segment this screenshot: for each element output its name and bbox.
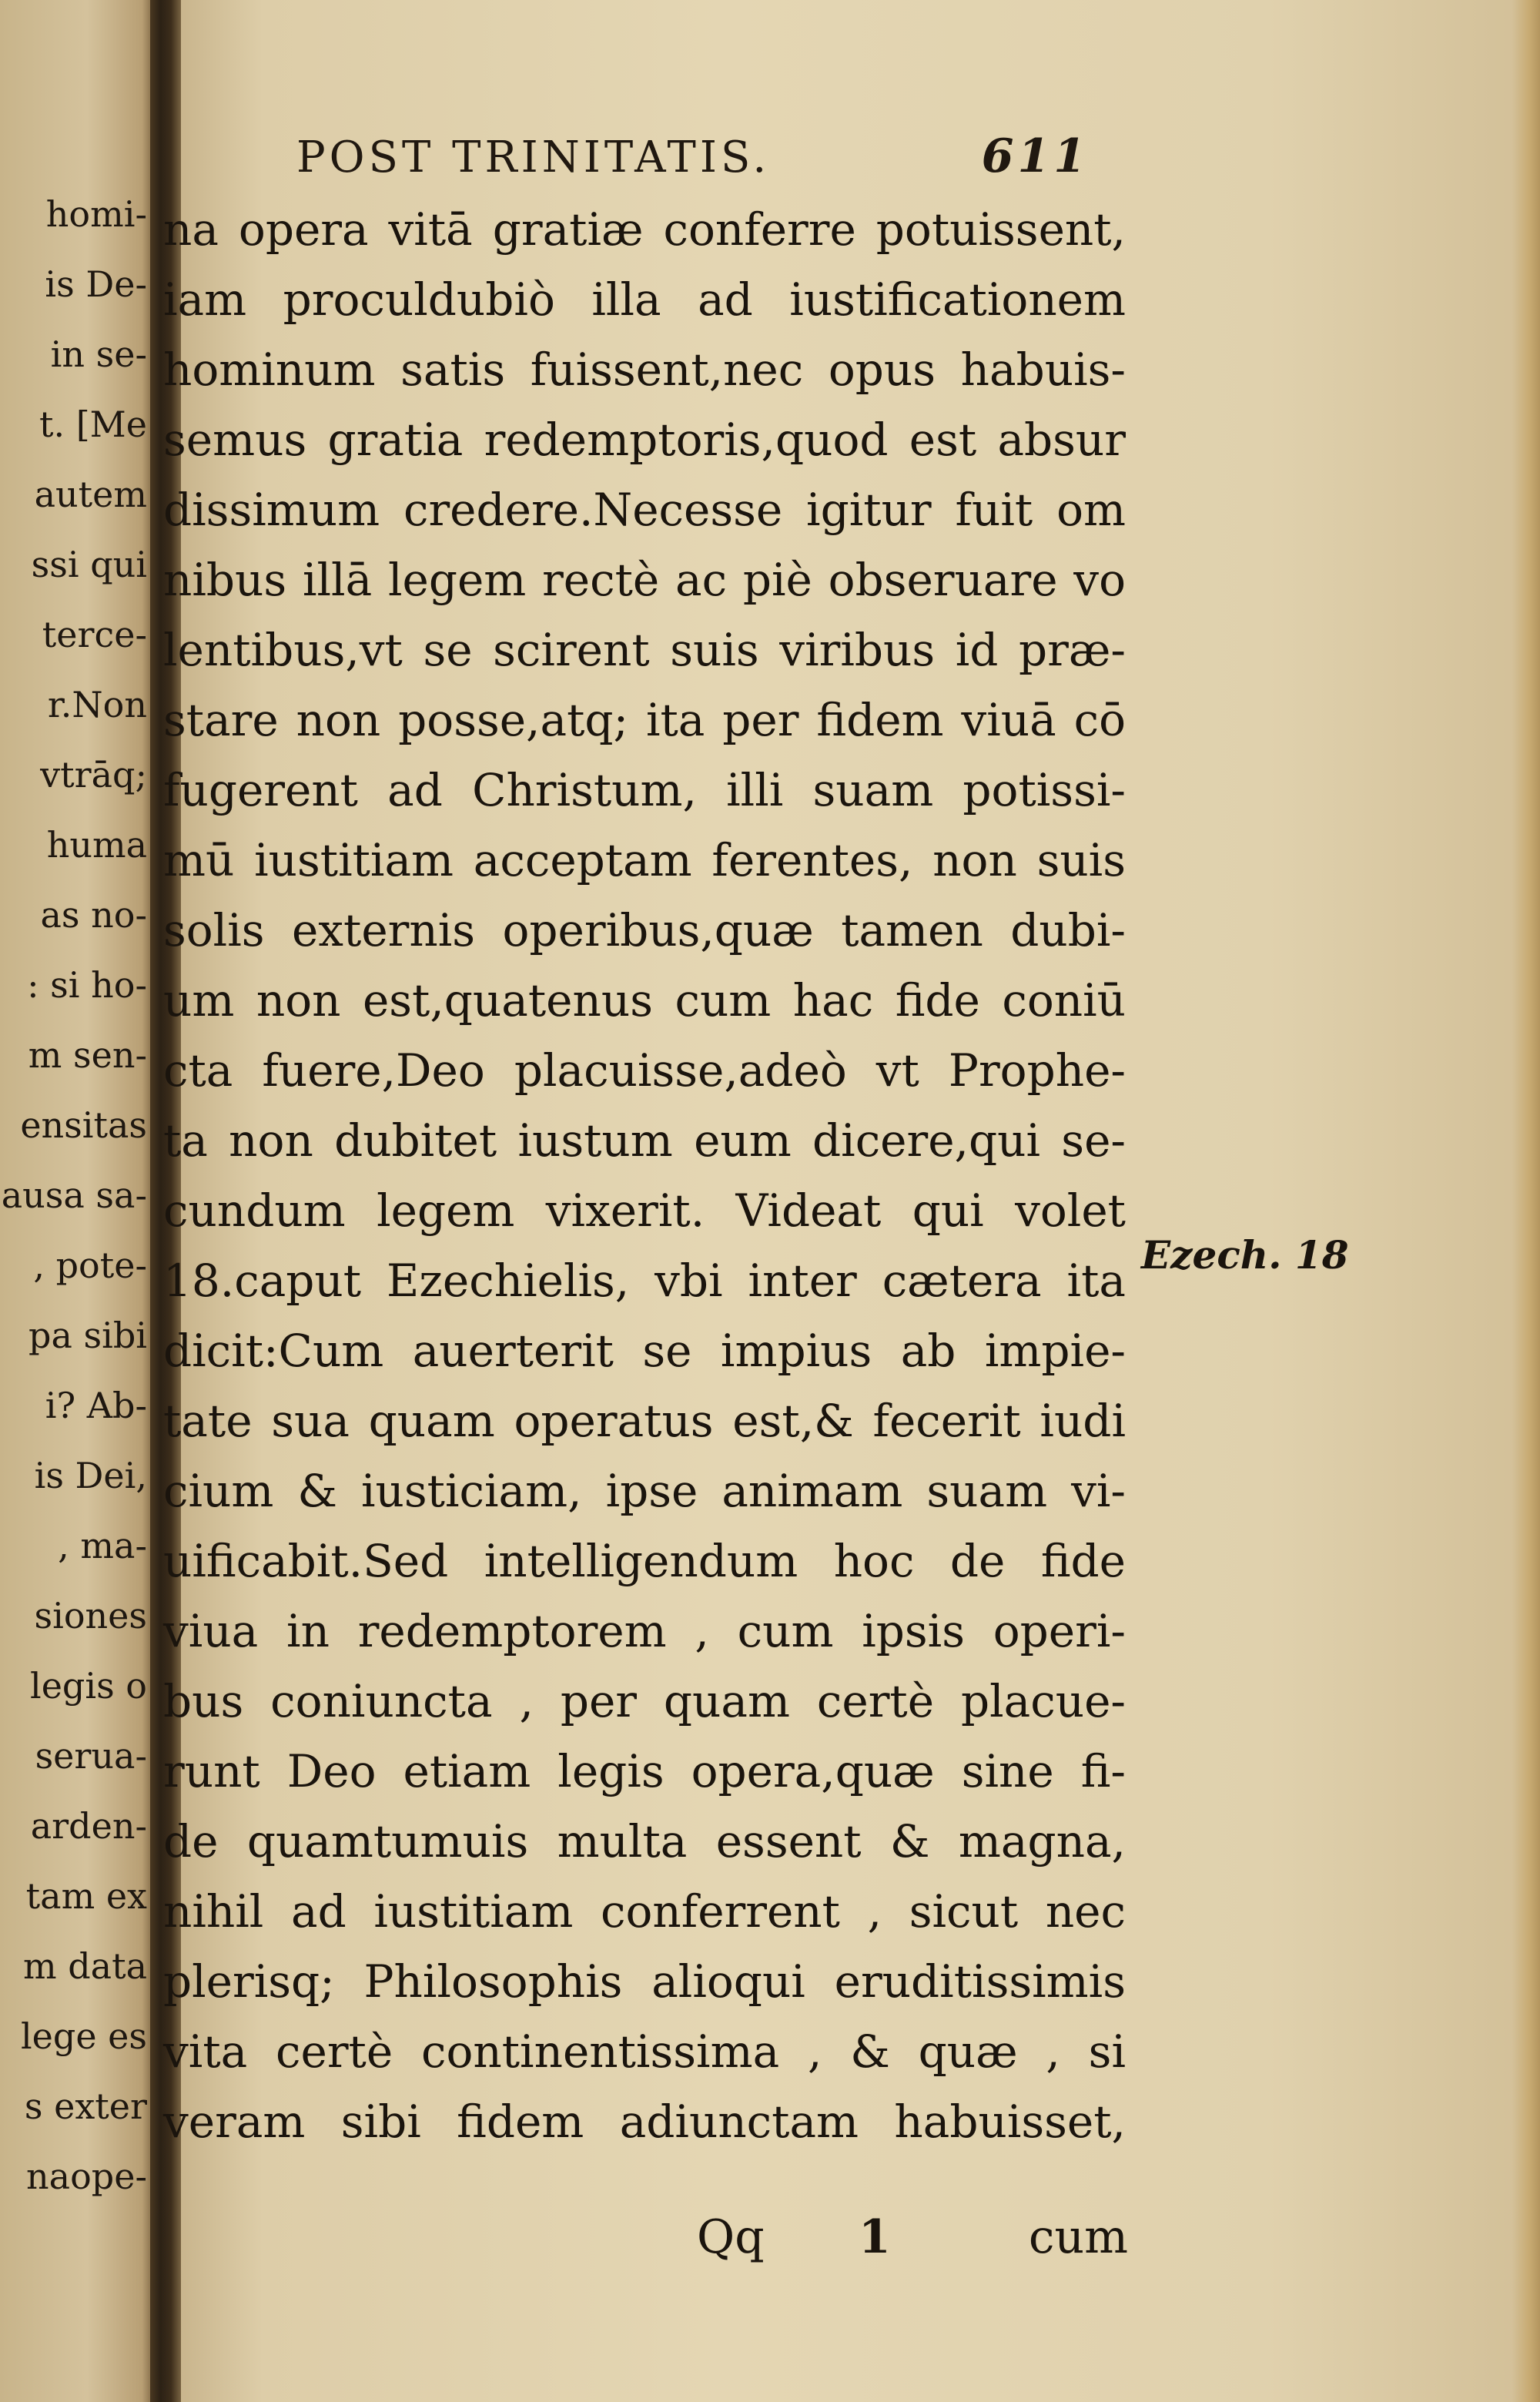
text-line: semus gratia redemptoris,quod est absur [163,414,1126,466]
text-line: iam proculdubiò illa ad iustificationem [163,273,1126,326]
text-line: runt Deo etiam legis opera,quæ sine fi- [163,1745,1126,1797]
text-line: stare non posse,atq; ita per fidem viuā cō [163,694,1126,746]
folio-number: 611 [981,129,1090,183]
left-page-line-fragment: naope- [26,2156,147,2197]
left-page-line-fragment: siones [34,1595,147,1637]
page-edge [1512,0,1540,2402]
left-page-line-fragment: m data [22,1945,147,1987]
text-line: veram sibi fidem adiunctam habuisset, [163,2095,1126,2148]
text-line: bus coniuncta , per quam certè placue- [163,1675,1126,1727]
left-page-line-fragment: terce- [42,614,147,655]
text-line: solis externis operibus,quæ tamen dubi- [163,904,1126,956]
text-line: vita certè continentissima , & quæ , si [163,2025,1126,2078]
left-page-line-fragment: ausa sa- [1,1174,147,1216]
left-page-line-fragment: ensitas [20,1104,147,1146]
left-page-line-fragment: lege es [20,2015,147,2057]
left-page-line-fragment: huma [46,824,147,866]
left-page-line-fragment: vtrāq; [40,754,147,796]
left-page-line-fragment: in se- [50,333,147,375]
left-page-line-fragment: s exter [24,2085,147,2127]
text-line: mū iustitiam acceptam ferentes, non suis [163,834,1126,886]
text-line: lentibus,vt se scirent suis viribus id præ- [163,624,1126,676]
left-page-line-fragment: as no- [40,894,147,936]
left-page-line-fragment: ssi qui [31,544,147,585]
text-line: tate sua quam operatus est,& fecerit iudi [163,1395,1126,1447]
text-line: um non est,quatenus cum hac fide coniū [163,974,1126,1027]
text-line: uificabit.Sed intelligendum hoc de fide [163,1535,1126,1587]
signature-line [697,2210,1128,2272]
text-line: viua in redemptorem , cum ipsis operi- [163,1605,1126,1657]
text-line: fugerent ad Christum, illi suam potissi- [163,764,1126,816]
left-page-line-fragment: legis o [29,1665,147,1707]
running-head-title: POST TRINITATIS. [296,132,771,183]
signature-mark: Qq [697,2210,765,2264]
left-page-line-fragment: , ma- [58,1525,147,1566]
left-page-line-fragment: is Dei, [34,1455,147,1496]
left-page-line-fragment: : si ho- [27,964,147,1006]
text-line: dicit:Cum auerterit se impius ab impie- [163,1325,1126,1377]
running-head [296,129,1090,190]
text-line: 18.caput Ezechielis, vbi inter cætera ita [163,1255,1126,1307]
left-page-fragment [0,0,158,2402]
signature-number: 1 [859,2210,891,2264]
text-line: plerisq; Philosophis alioqui eruditissimis [163,1955,1126,2008]
text-line: cta fuere,Deo placuisse,adeò vt Prophe- [163,1044,1126,1097]
left-page-line-fragment: is De- [45,263,147,305]
text-line: ta non dubitet iustum eum dicere,qui se- [163,1114,1126,1167]
left-page-line-fragment: autem [34,474,147,515]
catchword: cum [1028,2210,1128,2264]
left-page-line-fragment: homi- [45,193,147,235]
text-line: hominum satis fuissent,nec opus habuis- [163,343,1126,396]
left-page-line-fragment: pa sibi [28,1315,147,1356]
left-page-line-fragment: r.Non [47,684,147,725]
text-line: cium & iusticiam, ipse animam suam vi- [163,1465,1126,1517]
text-line: nibus illā legem rectè ac piè obseruare vo [163,554,1126,606]
left-page-line-fragment: tam ex [25,1875,147,1917]
text-line: nihil ad iustitiam conferrent , sicut nec [163,1885,1126,1938]
left-page-line-fragment: serua- [35,1735,147,1777]
left-page-line-fragment: , pote- [33,1245,147,1286]
text-line: de quamtumuis multa essent & magna, [163,1815,1126,1868]
left-page-line-fragment: arden- [30,1805,147,1847]
text-line: dissimum credere.Necesse igitur fuit om [163,484,1126,536]
left-page-line-fragment: m sen- [28,1034,147,1076]
left-page-line-fragment: i? Ab- [45,1385,147,1426]
left-page-line-fragment: t. [Me [39,404,147,445]
text-line: na opera vitā gratiæ conferre potuissent, [163,203,1126,256]
text-line: cundum legem vixerit. Videat qui volet [163,1184,1126,1237]
margin-note: Ezech. 18 [1141,1232,1349,1278]
